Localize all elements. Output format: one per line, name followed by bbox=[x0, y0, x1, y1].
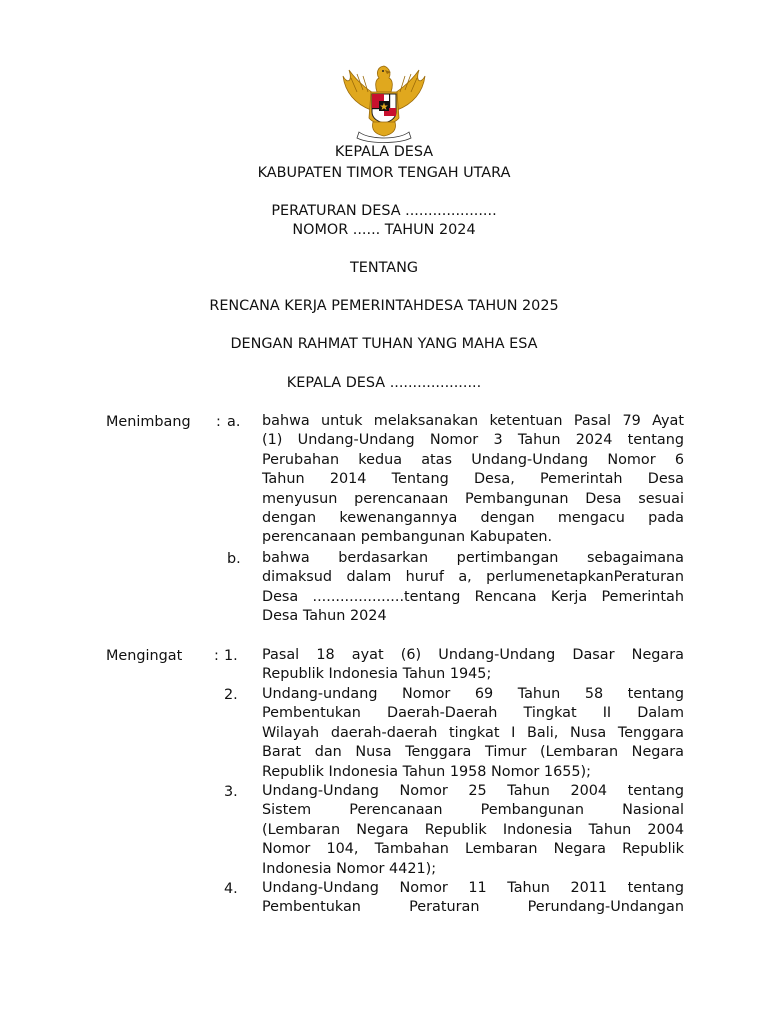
mengingat-colon: : bbox=[214, 648, 219, 664]
menimbang-colon: : bbox=[216, 414, 221, 430]
menimbang-marker-a: a. bbox=[227, 414, 241, 430]
mengingat-item-1 bbox=[262, 646, 684, 685]
menimbang-item-a bbox=[262, 412, 684, 548]
regulation-title: PERATURAN DESA .................... bbox=[271, 203, 497, 219]
regulation-subject: RENCANA KERJA PEMERINTAHDESA TAHUN 2025 bbox=[209, 298, 559, 314]
text-line: Tahun 2014 Tentang Desa, Pemerintah Desa bbox=[262, 471, 684, 488]
garuda-emblem-icon bbox=[341, 62, 427, 144]
text-line: Republik Indonesia Tahun 1958 Nomor 1655); bbox=[262, 763, 591, 780]
text-line: Perubahan kedua atas Undang-Undang Nomor 6 bbox=[262, 451, 684, 468]
mengingat-item-2 bbox=[262, 685, 684, 782]
text-line: Wilayah daerah-daerah tingkat I Bali, Nusa Tenggara bbox=[262, 724, 684, 741]
menimbang-item-b bbox=[262, 549, 684, 627]
text-line: menyusun perencanaan Pembangunan Desa sesuai bbox=[262, 490, 684, 507]
text-line: Nomor 104, Tambahan Lembaran Negara Republik bbox=[262, 841, 684, 858]
regency-title: KABUPATEN TIMOR TENGAH UTARA bbox=[257, 165, 511, 181]
mengingat-marker-3: 3. bbox=[224, 784, 238, 800]
text-line: Pembentukan Peraturan Perundang-Undangan bbox=[262, 899, 684, 916]
text-line: dengan kewenangannya dengan mengacu pada bbox=[262, 510, 684, 527]
text-line: Undang-Undang Nomor 11 Tahun 2011 tentang bbox=[262, 880, 684, 896]
mengingat-item-4 bbox=[262, 879, 684, 918]
text-line: (1) Undang-Undang Nomor 3 Tahun 2024 tentang bbox=[262, 432, 684, 449]
regulation-number: NOMOR ...... TAHUN 2024 bbox=[292, 222, 476, 238]
text-line: perencanaan pembangunan Kabupaten. bbox=[262, 529, 553, 546]
about-heading: TENTANG bbox=[349, 260, 419, 276]
menimbang-label: Menimbang bbox=[106, 414, 191, 430]
mengingat-marker-4: 4. bbox=[224, 881, 238, 897]
text-line: Desa Tahun 2024 bbox=[262, 608, 387, 625]
text-line: Pasal 18 ayat (6) Undang-Undang Dasar Negara bbox=[262, 647, 684, 663]
mengingat-marker-1: 1. bbox=[224, 648, 238, 664]
text-line: Sistem Perencanaan Pembangunan Nasional bbox=[262, 802, 684, 819]
text-line: Undang-Undang Nomor 25 Tahun 2004 tentang bbox=[262, 783, 684, 799]
head-of-village-line: KEPALA DESA .................... bbox=[286, 375, 482, 391]
text-line: bahwa berdasarkan pertimbangan sebagaimana bbox=[262, 550, 684, 566]
text-line: Desa ....................tentang Rencana Kerja Pemerintah bbox=[262, 588, 684, 605]
text-line: Barat dan Nusa Tenggara Timur (Lembaran Negara bbox=[262, 744, 684, 761]
text-line: Republik Indonesia Tahun 1945; bbox=[262, 666, 492, 683]
text-line: (Lembaran Negara Republik Indonesia Tahun 2004 bbox=[262, 821, 684, 838]
text-line: Indonesia Nomor 4421); bbox=[262, 860, 437, 877]
text-line: dimaksud dalam huruf a, perlumenetapkanPeraturan bbox=[262, 569, 684, 586]
text-line: Undang-undang Nomor 69 Tahun 58 tentang bbox=[262, 686, 684, 702]
issuer-title: KEPALA DESA bbox=[334, 144, 434, 160]
blessing-line: DENGAN RAHMAT TUHAN YANG MAHA ESA bbox=[230, 336, 538, 352]
menimbang-marker-b: b. bbox=[227, 551, 241, 567]
mengingat-marker-2: 2. bbox=[224, 687, 238, 703]
mengingat-label: Mengingat bbox=[106, 648, 183, 664]
text-line: Pembentukan Daerah-Daerah Tingkat II Dalam bbox=[262, 705, 684, 722]
text-line: bahwa untuk melaksanakan ketentuan Pasal 79 Ayat bbox=[262, 413, 684, 429]
mengingat-item-3 bbox=[262, 782, 684, 879]
